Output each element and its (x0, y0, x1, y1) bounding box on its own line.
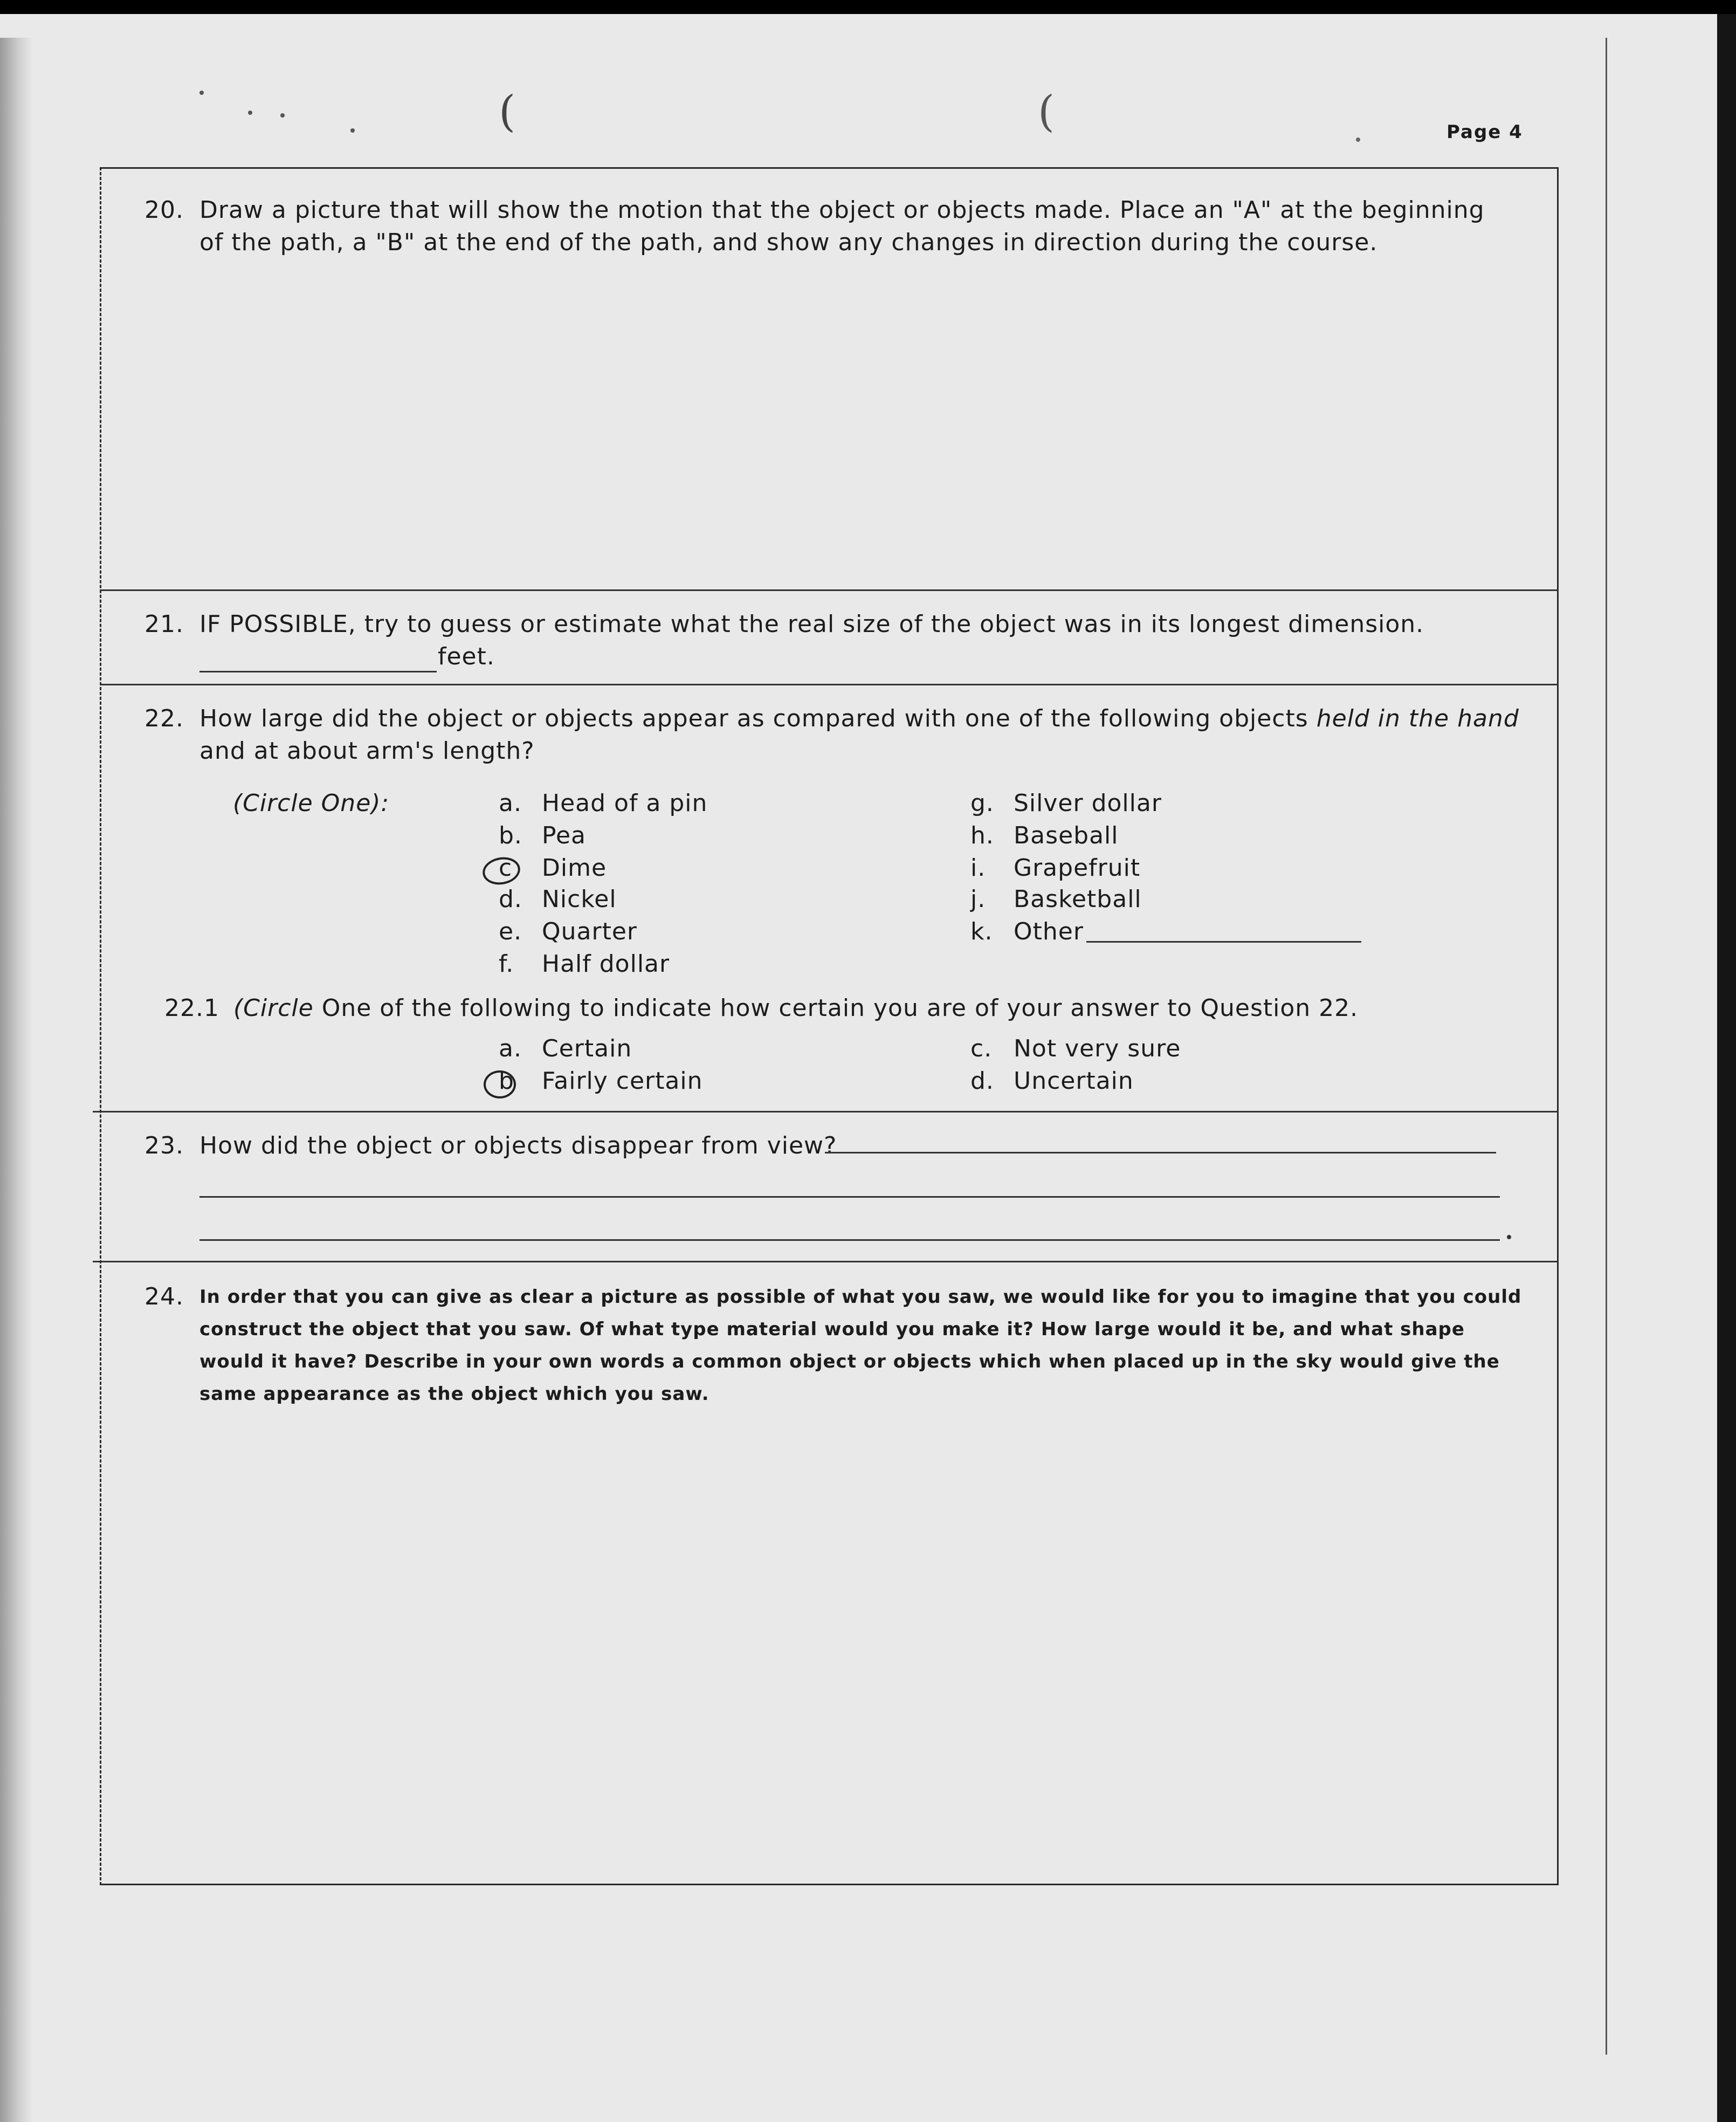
q20-text-line1: Draw a picture that will show the motion that the object or objects made. Place an "A" at the beginning (199, 196, 1485, 224)
option-label: Basketball (1014, 885, 1142, 913)
q23-text: How did the object or objects disappear from view? (199, 1132, 837, 1159)
q22-1-italic: (Circle (233, 994, 314, 1022)
divider (93, 1261, 1558, 1262)
option-label: Grapefruit (1014, 854, 1141, 882)
scan-border-right (1717, 14, 1736, 2122)
q22-1-option-d[interactable] (970, 1065, 1134, 1097)
option-letter: c (499, 854, 513, 882)
q22-other-blank[interactable] (1086, 941, 1361, 943)
option-letter: i. (970, 854, 986, 882)
q22-1-option-c[interactable] (970, 1033, 1181, 1065)
q21-answer-blank[interactable] (199, 671, 437, 672)
q21-number: 21. (144, 610, 184, 638)
option-letter: d. (499, 885, 522, 913)
q20-drawing-area[interactable] (108, 270, 1553, 582)
option-label: Nickel (542, 885, 617, 913)
q22-1-option-a[interactable] (499, 1033, 632, 1065)
q22-option-g[interactable] (970, 787, 1162, 820)
option-letter: b. (499, 822, 522, 849)
option-label: Quarter (542, 918, 637, 945)
q22-1-text (164, 992, 1358, 1025)
option-letter: d. (970, 1067, 994, 1095)
q22-1-option-b-selected[interactable] (499, 1065, 702, 1097)
option-label: Certain (542, 1035, 632, 1062)
divider (93, 1111, 1558, 1112)
scan-speck (1356, 138, 1360, 142)
option-letter: g. (970, 789, 994, 817)
q22-option-k[interactable] (970, 916, 1084, 948)
scan-speck (280, 113, 285, 118)
option-letter: e. (499, 918, 522, 945)
q23-answer-line-1[interactable] (825, 1152, 1496, 1153)
q22-1-number: 22.1 (164, 994, 219, 1022)
q21-unit: feet. (438, 643, 495, 670)
option-letter: h. (970, 822, 994, 849)
option-label: Pea (542, 822, 586, 849)
option-letter: j. (970, 885, 986, 913)
page-number: Page 4 (1446, 121, 1523, 143)
q22-option-d[interactable] (499, 883, 617, 916)
option-label: Baseball (1014, 822, 1119, 849)
option-label: Uncertain (1014, 1067, 1134, 1095)
option-letter: k. (970, 918, 993, 945)
option-label: Fairly certain (542, 1067, 703, 1095)
q22-option-j[interactable] (970, 883, 1142, 916)
q22-text-main: How large did the object or objects appear as compared with one of the following objects (199, 705, 1308, 732)
q20-number: 20. (144, 196, 184, 224)
option-label: Dime (542, 854, 607, 882)
q22-text-line1 (199, 703, 1519, 735)
q24-text-line4: same appearance as the object which you saw. (199, 1383, 709, 1405)
option-letter: a. (499, 789, 522, 817)
q23-answer-line-3[interactable] (199, 1239, 1500, 1241)
q24-text-line2: construct the object that you saw. Of what type material would you make it? How large would it be, and what shape (199, 1318, 1465, 1340)
option-label: Silver dollar (1014, 789, 1162, 817)
option-label: Half dollar (542, 950, 670, 978)
q22-1-rest: One of the following to indicate how certain you are of your answer to Question 22. (321, 994, 1359, 1022)
q22-text-italic: held in the hand (1316, 705, 1519, 732)
q22-option-i[interactable] (970, 852, 1140, 884)
scan-rule-right (1606, 38, 1607, 2055)
q24-text-line3: would it have? Describe in your own words a common object or objects which when placed up in the sky would give the (199, 1351, 1500, 1372)
scan-mark: ( (499, 86, 516, 136)
q23-number: 23. (144, 1132, 184, 1159)
option-letter: b (499, 1067, 514, 1095)
q20-text-line2: of the path, a "B" at the end of the path, and show any changes in direction during the course. (199, 229, 1378, 256)
q22-text-line2: and at about arm's length? (199, 737, 535, 765)
q24-number: 24. (144, 1283, 184, 1310)
divider (100, 684, 1558, 685)
q22-option-h[interactable] (970, 820, 1118, 852)
q24-text-line1: In order that you can give as clear a picture as possible of what you saw, we would like for you to imagine that you could (199, 1286, 1522, 1308)
q24-answer-area[interactable] (108, 1424, 1553, 1871)
circle-one-instruction: (Circle One): (233, 789, 390, 817)
q22-option-a[interactable] (499, 787, 707, 820)
q22-option-b[interactable] (499, 820, 586, 852)
divider (100, 589, 1558, 591)
q23-answer-line-2[interactable] (199, 1196, 1500, 1198)
scan-speck (350, 128, 355, 133)
option-letter: c. (970, 1035, 993, 1062)
option-label: Head of a pin (542, 789, 708, 817)
option-letter: f. (499, 950, 514, 978)
option-label: Other (1014, 918, 1084, 945)
scan-shadow-left (0, 38, 32, 2122)
q21-text: IF POSSIBLE, try to guess or estimate what the real size of the object was in its longest dimension. (199, 610, 1424, 638)
scan-speck (199, 91, 204, 95)
scan-speck (1507, 1235, 1511, 1239)
option-label: Not very sure (1014, 1035, 1181, 1062)
scan-speck (248, 111, 252, 115)
option-letter: a. (499, 1035, 522, 1062)
q22-number: 22. (144, 705, 184, 732)
scan-mark: ( (1038, 86, 1055, 136)
selection-circle-mark (484, 1070, 516, 1098)
q22-option-e[interactable] (499, 916, 637, 948)
q22-option-f[interactable] (499, 948, 670, 980)
